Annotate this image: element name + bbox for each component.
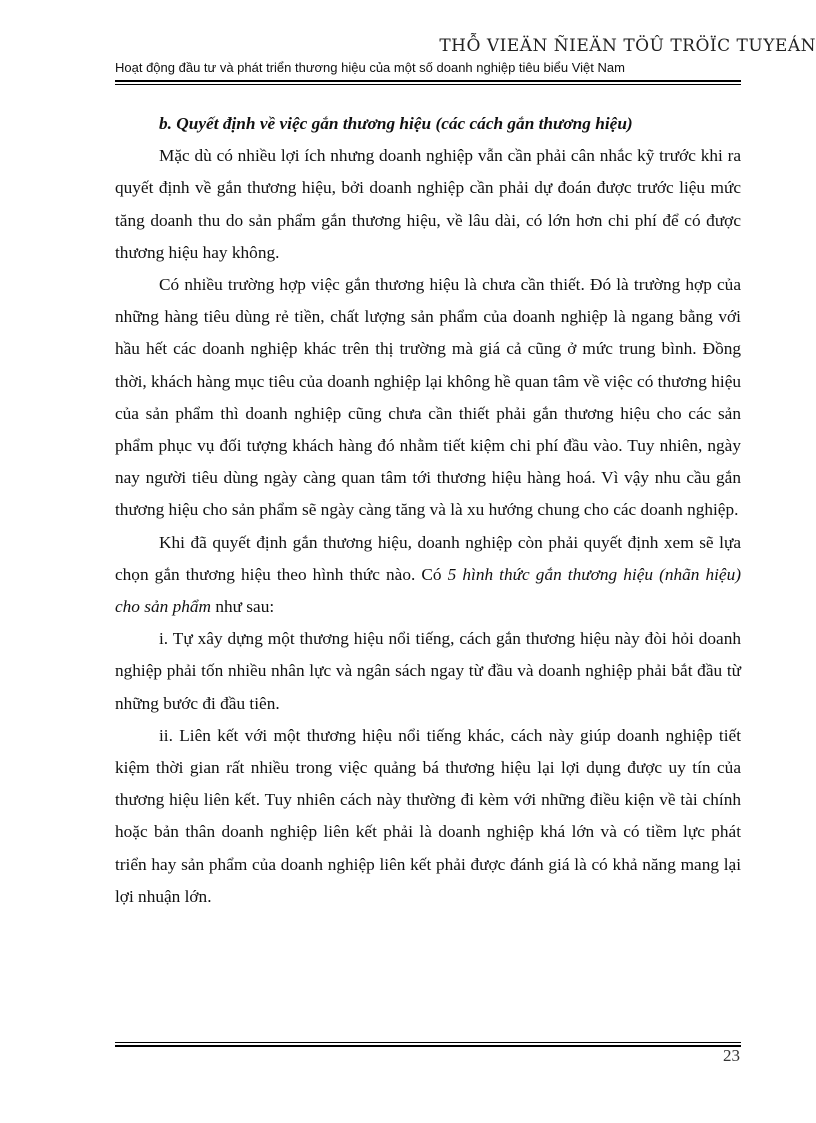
- paragraph-3-start: Khi đã quyết định gắn thương hiệu, doanh nghiệp còn phải quyết định xem sẽ lựa chọn gắn thương hiệu theo hình thức nào. Có: [115, 532, 741, 584]
- section-heading: b. Quyết định về việc gắn thương hiệu (các cách gắn thương hiệu): [159, 114, 633, 133]
- header-rule-thick: [115, 80, 741, 82]
- running-header: Hoạt động đầu tư và phát triển thương hiệu của một số doanh nghiệp tiêu biểu Việt Nam: [115, 60, 625, 75]
- paragraph-3-emphasis: 5 hình thức gắn thương hiệu (nhãn hiệu) cho sản phẩm: [115, 564, 741, 617]
- header-rule-thin: [115, 84, 741, 85]
- page-number: 23: [723, 1046, 740, 1065]
- paragraph-4: i. Tự xây dựng một thương hiệu nổi tiếng, cách gắn thương hiệu này đòi hỏi doanh nghiệp phải tốn nhiều nhân lực và ngân sách ngay từ đầu và doanh nghiệp phải bắt đầu từ những bước đi đầu tiên.: [115, 629, 741, 713]
- paragraph-5: ii. Liên kết với một thương hiệu nổi tiếng khác, cách này giúp doanh nghiệp tiết kiệm thời gian rất nhiều trong việc quảng bá thương hiệu lại lợi dụng được uy tín của thương hiệu liên kết. Tuy nhiên cách này thường đi kèm với những điều kiện về tài chính hoặc bản thân doanh nghiệp liên kết phải là doanh nghiệp khá lớn và có tiềm lực phát triển hay sản phẩm của doanh nghiệp liên kết phải được đánh giá là có khả năng mang lại lợi nhuận lớn.: [115, 725, 741, 906]
- footer-rule-thick: [115, 1045, 741, 1047]
- footer-rule-thin: [115, 1042, 741, 1043]
- paragraph-3: [115, 527, 741, 624]
- header-rule: [115, 80, 741, 85]
- footer-rule: [115, 1042, 741, 1047]
- watermark-text: THỖ VIEÄN ÑIEÄN TÖÛ TRÖÏC TUYEÁN: [439, 36, 816, 56]
- paragraph-2: Có nhiều trường hợp việc gắn thương hiệu là chưa cần thiết. Đó là trường hợp của những hàng tiêu dùng rẻ tiền, chất lượng sản phẩm của doanh nghiệp là ngang bằng với hầu hết các doanh nghiệp khác trên thị trường mà giá cả cũng ở mức trung bình. Đồng thời, khách hàng mục tiêu của doanh nghiệp lại không hề quan tâm về việc có thương hiệu của sản phẩm thì doanh nghiệp cũng chưa cần thiết phải gắn thương hiệu cho các sản phẩm phục vụ đối tượng khách hàng đó nhằm tiết kiệm chi phí đầu vào. Tuy nhiên, ngày nay người tiêu dùng ngày càng quan tâm tới thương hiệu hàng hoá. Vì vậy nhu cầu gắn thương hiệu cho sản phẩm sẽ ngày càng tăng và là xu hướng chung cho các doanh nghiệp.: [115, 275, 741, 520]
- page-body: [115, 108, 741, 913]
- paragraph-1: Mặc dù có nhiều lợi ích nhưng doanh nghiệp vẫn cần phải cân nhắc kỹ trước khi ra quyết định về gắn thương hiệu, bởi doanh nghiệp cần phải dự đoán được trước liệu mức tăng doanh thu do sản phẩm gắn thương hiệu, về lâu dài, có lớn hơn chi phí để có được thương hiệu hay không.: [115, 146, 741, 262]
- paragraph-3-end: như sau:: [211, 597, 275, 617]
